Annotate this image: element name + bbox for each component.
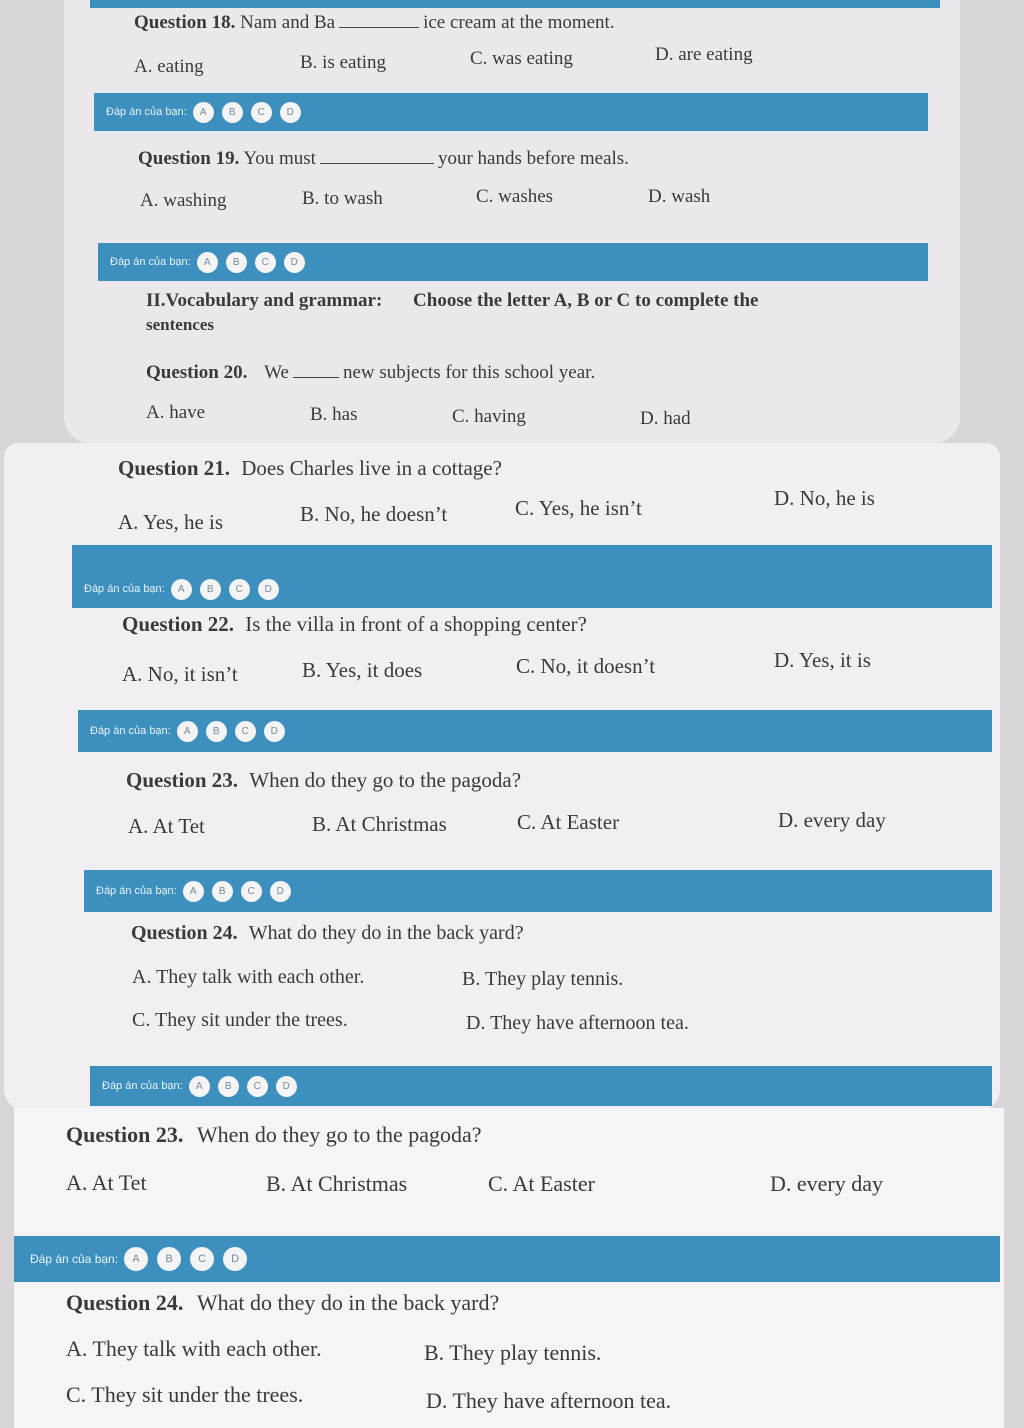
question-text: What do they do in the back yard? [196,1290,500,1315]
option-a: A. eating [134,56,204,77]
answer-choice-c[interactable]: C [241,881,262,902]
question-23 [66,1122,482,1148]
question-text: Is the villa in front of a shopping center? [245,612,587,636]
answer-blank [320,163,434,164]
question-number: Question 21. [118,456,231,480]
answer-bar [14,1236,1000,1282]
answer-choice-b[interactable]: B [226,252,247,273]
section-instruction: Choose the letter A, B or C to complete the [413,290,759,311]
question-23 [126,768,521,793]
option-d: D. had [640,408,691,429]
answer-bar-top-band [72,545,992,570]
answer-label: Đáp án của bạn: [90,725,171,737]
option-c: C. Yes, he isn’t [515,496,642,520]
question-text-after: new subjects for this school year. [342,362,596,383]
question-text-after: your hands before meals. [437,148,629,169]
question-number: Question 18. [134,12,236,33]
option-b: B. At Christmas [312,812,447,836]
option-d: D. every day [778,808,886,832]
answer-choice-b[interactable]: B [206,721,227,742]
option-b: B. At Christmas [266,1171,408,1196]
option-b: B. to wash [302,188,383,209]
answer-bar [90,1066,992,1106]
question-text-before: Nam and Ba [240,12,336,33]
question-text: When do they go to the pagoda? [196,1122,482,1147]
answer-choice-c[interactable]: C [229,579,250,600]
answer-choice-d[interactable]: D [284,252,305,273]
option-d: D. They have afternoon tea. [466,1012,689,1034]
option-c: C. washes [476,186,554,207]
answer-bar [84,870,992,912]
answer-choice-a[interactable]: A [171,579,192,600]
option-a: A. washing [140,190,227,211]
question-text: What do they do in the back yard? [248,922,524,944]
question-24 [131,922,524,945]
answer-choice-a[interactable]: A [197,252,218,273]
answer-choice-d[interactable]: D [264,721,285,742]
question-text: Does Charles live in a cottage? [241,456,502,480]
answer-choice-c[interactable]: C [255,252,276,273]
option-b: B. has [310,404,358,425]
answer-bar [94,93,928,131]
answer-choice-d[interactable]: D [280,102,301,123]
option-b: B. They play tennis. [462,968,624,990]
answer-choice-d[interactable]: D [223,1247,247,1271]
answer-choice-b[interactable]: B [218,1076,239,1097]
option-a: A. have [146,402,206,423]
question-number: Question 23. [66,1122,184,1147]
option-b: B. No, he doesn’t [300,502,448,526]
question-text-before: You must [243,148,316,169]
card-top-strip [90,0,940,8]
answer-choice-d[interactable]: D [258,579,279,600]
option-b: B. Yes, it does [302,658,423,682]
question-text-before: We [264,362,289,383]
section-title: II.Vocabulary and grammar: [146,290,383,311]
option-a: A. Yes, he is [118,510,224,534]
option-a: A. At Tet [66,1170,147,1195]
option-d: D. They have afternoon tea. [426,1388,672,1413]
answer-blank [339,27,419,28]
answer-label: Đáp án của bạn: [102,1080,183,1092]
answer-bar [72,570,992,608]
answer-bar [78,710,992,752]
option-d: D. every day [770,1171,884,1196]
answer-label: Đáp án của bạn: [106,106,187,118]
question-18 [134,12,615,34]
question-number: Question 23. [126,768,239,792]
option-a: A. At Tet [128,814,205,838]
answer-choice-c[interactable]: C [190,1247,214,1271]
option-d: D. are eating [655,44,753,65]
option-a: A. They talk with each other. [132,966,365,988]
option-d: D. Yes, it is [774,648,871,672]
question-22 [122,612,587,637]
question-text-after: ice cream at the moment. [423,12,615,33]
option-c: C. was eating [470,48,573,69]
answer-choice-d[interactable]: D [270,881,291,902]
question-number: Question 22. [122,612,235,636]
answer-choice-a[interactable]: A [177,721,198,742]
question-24 [66,1290,499,1316]
answer-choice-a[interactable]: A [189,1076,210,1097]
question-19 [138,148,629,170]
question-21 [118,456,502,481]
question-number: Question 24. [131,922,238,944]
answer-label: Đáp án của bạn: [84,583,165,595]
option-d: D. wash [648,186,711,207]
answer-label: Đáp án của bạn: [110,256,191,268]
answer-blank [293,377,339,378]
option-c: C. They sit under the trees. [132,1009,348,1031]
answer-choice-b[interactable]: B [212,881,233,902]
option-c: C. They sit under the trees. [66,1382,304,1407]
option-c: C. No, it doesn’t [516,654,656,678]
option-c: C. having [452,406,526,427]
option-a: A. No, it isn’t [122,662,238,686]
question-20 [146,362,595,384]
section-instruction-continued: sentences [146,315,214,334]
answer-choice-b[interactable]: B [200,579,221,600]
option-b: B. They play tennis. [424,1340,602,1365]
option-d: D. No, he is [774,486,875,510]
option-a: A. They talk with each other. [66,1336,322,1361]
answer-choice-c[interactable]: C [247,1076,268,1097]
answer-choice-d[interactable]: D [276,1076,297,1097]
answer-choice-a[interactable]: A [124,1247,148,1271]
question-number: Question 24. [66,1290,184,1315]
answer-choice-a[interactable]: A [193,102,214,123]
answer-label: Đáp án của bạn: [96,885,177,897]
answer-bar [98,243,928,281]
question-text: When do they go to the pagoda? [249,768,522,792]
answer-choice-c[interactable]: C [235,721,256,742]
option-c: C. At Easter [517,810,620,834]
question-number: Question 19. [138,148,240,169]
answer-choice-b[interactable]: B [157,1247,181,1271]
answer-label: Đáp án của bạn: [30,1252,119,1266]
option-c: C. At Easter [488,1171,595,1196]
option-b: B. is eating [300,52,387,73]
answer-choice-a[interactable]: A [183,881,204,902]
answer-choice-c[interactable]: C [251,102,272,123]
question-number: Question 20. [146,362,248,383]
answer-choice-b[interactable]: B [222,102,243,123]
section-heading [146,289,886,313]
